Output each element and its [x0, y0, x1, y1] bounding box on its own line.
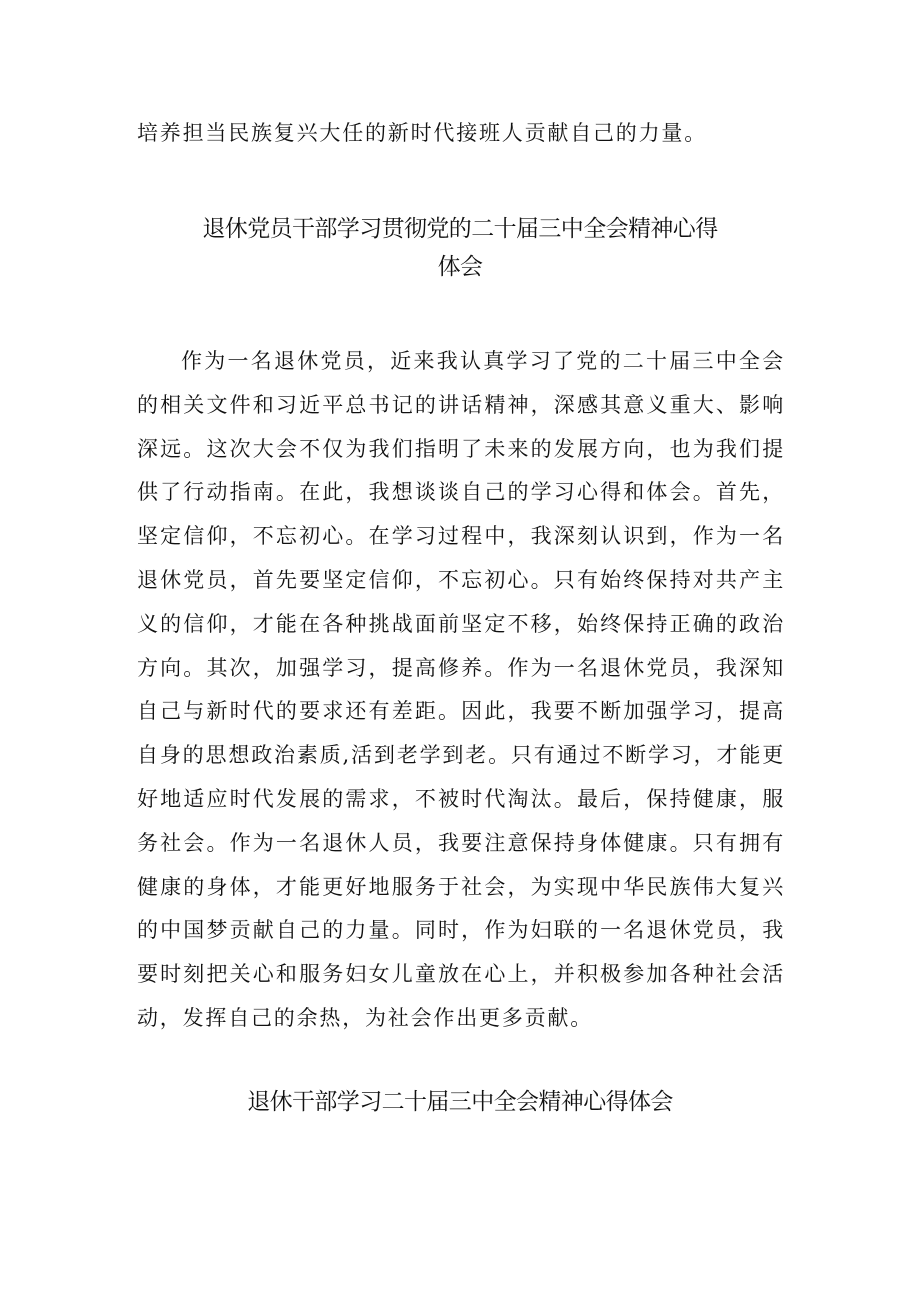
section-title-retired-cadres: 退休干部学习二十届三中全会精神心得体会 [247, 1089, 673, 1115]
previous-paragraph-ending: 培养担当民族复兴大任的新时代接班人贡献自己的力量。 [137, 121, 707, 145]
section-title-line-2: 体会 [437, 254, 483, 280]
section-title-line-1: 退休党员干部学习贯彻党的二十届三中全会精神心得 [202, 216, 718, 242]
section-title-retired-party-members [150, 210, 770, 286]
section-body-paragraph: 作为一名退休党员，近来我认真学习了党的二十届三中全会的相关文件和习近平总书记的讲话精神，深感其意义重大、影响深远。这次大会不仅为我们指明了未来的发展方向，也为我们提供了行动指南。在此，我想谈谈自己的学习心得和体会。首先，坚定信仰，不忘初心。在学习过程中，我深刻认识到，作为一名退休党员，首先要坚定信仰，不忘初心。只有始终保持对共产主义的信仰，才能在各种挑战面前坚定不移，始终保持正确的政治方向。其次，加强学习，提高修养。作为一名退休党员，我深知自己与新时代的要求还有差距。因此，我要不断加强学习，提高自身的思想政治素质,活到老学到老。只有通过不断学习，才能更好地适应时代发展的需求，不被时代淘汰。最后，保持健康，服务社会。作为一名退休人员，我要注意保持身体健康。只有拥有健康的身体，才能更好地服务于社会，为实现中华民族伟大复兴的中国梦贡献自己的力量。同时，作为妇联的一名退休党员，我要时刻把关心和服务妇女儿童放在心上，并积极参加各种社会活动，发挥自己的余热，为社会作出更多贡献。 [137, 349, 785, 1030]
